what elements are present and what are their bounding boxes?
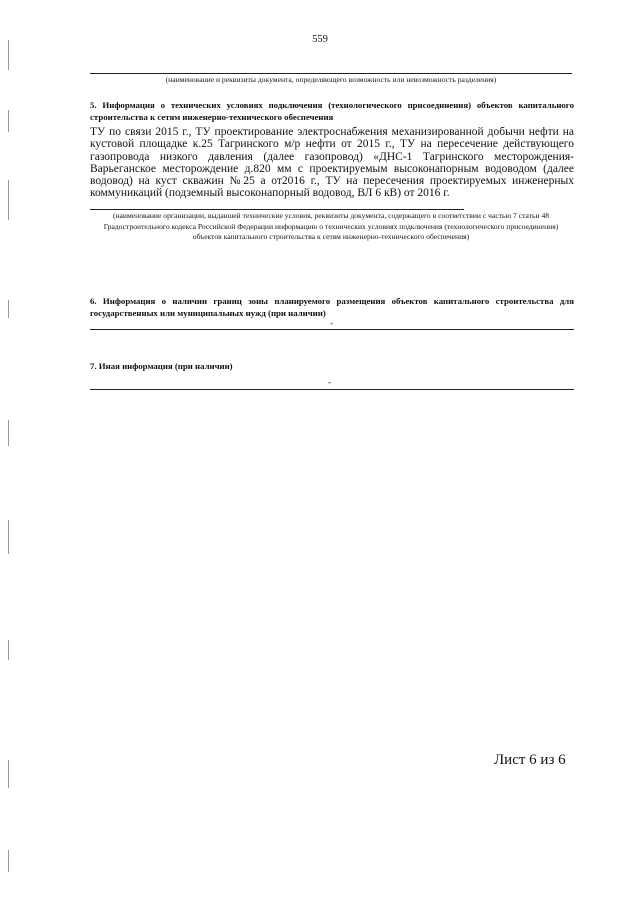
section6-value: - [330,318,333,328]
section7-heading: 7. Иная информация (при наличии) [90,361,233,371]
sheet-number: Лист 6 из 6 [494,752,566,768]
top-divider [90,73,572,74]
section6-divider [90,329,574,330]
page-number: 559 [312,34,328,45]
section7-divider [90,389,574,390]
section5-text: ТУ по связи 2015 г., ТУ проектирование электроснабжения механизированной добычи нефти на кустовой площадке к.25 Тагринского м/р нефти от 2015 г., ТУ на пересечение действующего газопровода низкого давления (далее газопровод) «ДНС-1 Тагринского месторождения-Варьеганское месторождение д.820 мм с проектируемым высоконапорным водоводом (далее водовод) на куст скважин №25 а от2016 г., ТУ на пересечения проектируемых инженерных коммуникаций (подземный высоконапорный водовод, ВЛ 6 кВ) от 2016 г. [90,126,574,200]
binding-edge-marks [8,0,12,905]
section7-value: - [328,377,331,387]
section5-heading: 5. Информация о технических условиях подключения (технологического присоединения) объектов капитального строительства к сетям инженерно-технического обеспечения [90,100,574,122]
top-caption: (наименование и реквизиты документа, определяющего возможность или невозможность разделения) [165,75,497,84]
section6-heading: 6. Информация о наличии границ зоны планируемого размещения объектов капитального строительства для государственных или муниципальных нужд (при наличии) [90,296,574,318]
section5-caption: (наименование организации, выдавшей технические условия, реквизиты документа, содержащего в соответствии с частью 7 статьи 48 Градостроительного кодекса Российской Федерации информацию о технических условиях подключения (технологического присоединения) объектов капитального строительства к сетям инженерно-технического обеспечения) [103,211,559,241]
section5-divider [90,209,464,210]
